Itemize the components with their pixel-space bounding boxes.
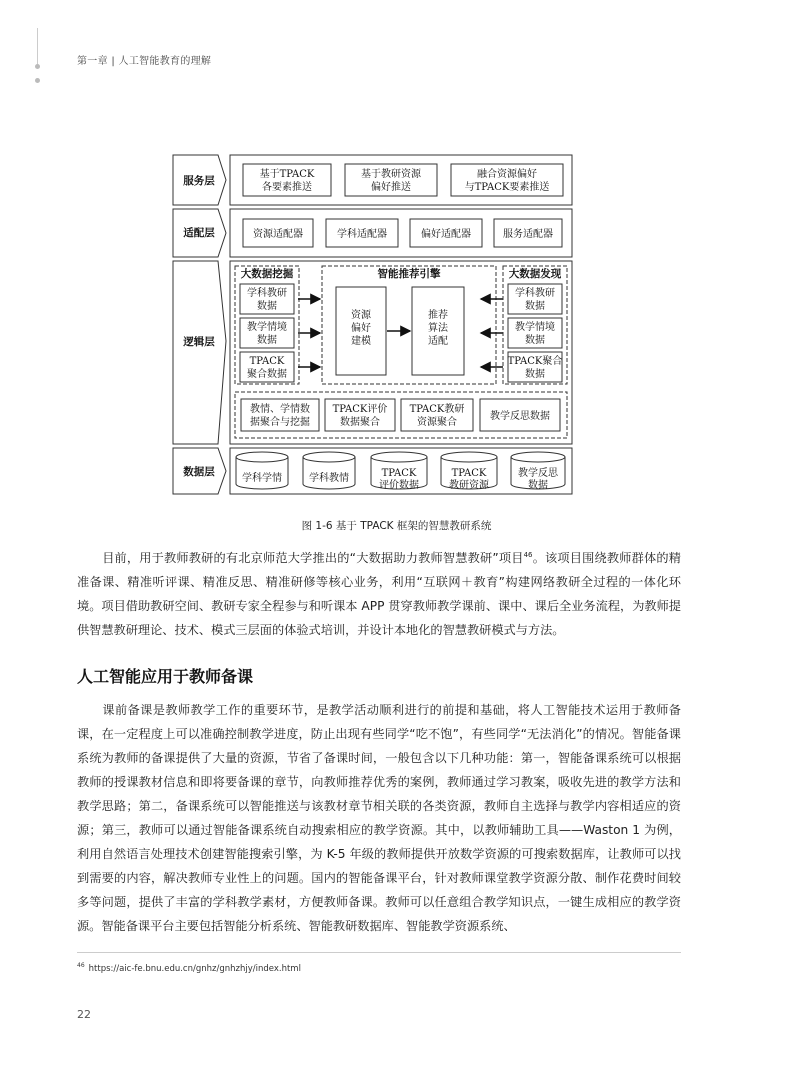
svg-text:教研资源: 教研资源: [449, 480, 489, 491]
mining-item: [240, 318, 294, 348]
svg-text:适配: 适配: [428, 336, 448, 347]
footnote-url[interactable]: https://aic-fe.bnu.edu.cn/gnhz/gnhzhjy/index.html: [88, 963, 301, 974]
svg-text:数据: 数据: [257, 301, 277, 312]
svg-text:教学反思: 教学反思: [518, 468, 558, 479]
section-heading: 人工智能应用于教师备课: [77, 667, 254, 686]
svg-text:据聚合与挖掘: 据聚合与挖掘: [250, 417, 310, 428]
database-cylinder: [371, 452, 427, 491]
database-cylinder: [511, 452, 565, 491]
running-head: 第一章 | 人工智能教育的理解: [77, 56, 212, 67]
svg-text:偏好推送: 偏好推送: [371, 182, 411, 193]
figure-caption: 图 1-6 基于 TPACK 框架的智慧教研系统: [301, 520, 492, 532]
svg-text:学科教情: 学科教情: [309, 473, 349, 484]
svg-text:与TPACK要素推送: 与TPACK要素推送: [464, 182, 550, 193]
svg-text:教学情境: 教学情境: [515, 322, 555, 333]
svg-text:教学情境: 教学情境: [247, 322, 287, 333]
layer-tab-logic: [173, 261, 226, 444]
svg-text:TPACK: TPACK: [249, 356, 285, 367]
adapter-item: [326, 219, 398, 247]
adapter-item: [243, 219, 313, 247]
svg-text:学科教研: 学科教研: [247, 288, 287, 299]
layer-label-data: 数据层: [183, 466, 215, 478]
mining-title: 大数据挖掘: [240, 268, 294, 280]
svg-text:基于教研资源: 基于教研资源: [361, 169, 421, 180]
svg-text:数据: 数据: [525, 301, 545, 312]
svg-text:TPACK评价: TPACK评价: [332, 404, 388, 415]
mining-item: [240, 284, 294, 314]
svg-text:数据聚合: 数据聚合: [340, 417, 380, 428]
svg-text:TPACK: TPACK: [451, 468, 487, 479]
mining-item: [240, 352, 294, 382]
paragraph-2: [77, 698, 681, 938]
svg-text:评价数据: 评价数据: [379, 480, 419, 491]
svg-text:学科学情: 学科学情: [242, 473, 282, 484]
service-item: [243, 164, 331, 196]
engine-title: 智能推荐引擎: [377, 268, 441, 280]
svg-text:TPACK聚合: TPACK聚合: [507, 356, 563, 367]
svg-text:融合资源偏好: 融合资源偏好: [477, 169, 537, 180]
svg-text:聚合数据: 聚合数据: [247, 369, 287, 380]
svg-text:偏好适配器: 偏好适配器: [421, 229, 471, 240]
svg-text:数据: 数据: [525, 369, 545, 380]
svg-text:数据: 数据: [528, 480, 548, 491]
aggregation-item: [401, 399, 473, 431]
page-number: 22: [77, 1008, 91, 1021]
footnote-mark: 46: [77, 962, 85, 969]
discovery-item: [508, 284, 562, 314]
footnote: [77, 962, 301, 974]
svg-text:各要素推送: 各要素推送: [262, 182, 312, 193]
svg-text:服务适配器: 服务适配器: [503, 229, 553, 240]
paragraph-1-text-b: 。该项目围绕教师群体的精准备课、精准听评课、精准反思、精准研修等核心业务，利用“互联网＋教育”构建网络教研全过程的一体化环境。项目借助教研空间、教研专家全程参与和听课本 APP 贯穿教师教学课前、课中、课后全业务流程，为教师提供智慧教研理论、技术、模式三层面的体验式培训，并设计本地化的智慧教研模式与方法。: [77, 551, 681, 637]
layer-label-service: 服务层: [183, 175, 215, 187]
discovery-item: [508, 352, 563, 382]
aggregation-item: [480, 399, 560, 431]
paragraph-2-text: 课前备课是教师教学工作的重要环节，是教学活动顺利进行的前提和基础，将人工智能技术运用于教师备课，在一定程度上可以准确控制教学进度，防止出现有些同学“吃不饱”，有些同学“无法消化”的情况。智能备课系统为教师的备课提供了大量的资源，节省了备课时间，一般包含以下几种功能：第一，智能备课系统可以根据教师的授课教材信息和即将要备课的章节，向教师推荐优秀的案例，教师通过学习教案，吸收先进的教学方法和教学思路；第二，备课系统可以智能推送与该教材章节相关联的各类资源，教师自主选择与教学内容相适应的资源；第三，教师可以通过智能备课系统自动搜索相应的教学资源。其中，以教师辅助工具——Waston 1 为例，利用自然语言处理技术创建智能搜索引擎，为 K-5 年级的教师提供开放数学资源的可搜索数据库，让教师可以找到需要的内容，解决教师专业性上的问题。国内的智能备课平台，针对教师课堂教学资源分散、制作花费时间较多等问题，提供了丰富的学科教学素材，方便教师备课。教师可以任意组合教学知识点，一键生成相应的教学资源。智能备课平台主要包括智能分析系统、智能教研数据库、智能教学资源系统、: [77, 703, 681, 933]
svg-text:TPACK: TPACK: [381, 468, 417, 479]
database-cylinder: [236, 452, 288, 489]
paragraph-1-text-a: 目前，用于教师教研的有北京师范大学推出的“大数据助力教师智慧教研”项目: [102, 551, 524, 565]
layer-label-logic: 逻辑层: [183, 336, 215, 348]
service-item: [345, 164, 437, 196]
engine-module: [336, 287, 386, 375]
aggregation-item: [241, 399, 319, 431]
service-item: [451, 164, 563, 196]
footnote-rule: [77, 952, 681, 953]
adapter-item: [410, 219, 482, 247]
svg-text:学科适配器: 学科适配器: [337, 229, 387, 240]
engine-module: [412, 287, 464, 375]
database-cylinder: [303, 452, 355, 489]
discovery-title: 大数据发现: [508, 268, 562, 280]
svg-text:数据: 数据: [257, 335, 277, 346]
svg-text:偏好: 偏好: [351, 323, 371, 334]
svg-text:教情、学情数: 教情、学情数: [250, 404, 310, 415]
figure-tpack-system: [0, 0, 793, 520]
aggregation-item: [325, 399, 395, 431]
svg-text:数据: 数据: [525, 335, 545, 346]
svg-text:教学反思数据: 教学反思数据: [490, 411, 550, 422]
svg-text:基于TPACK: 基于TPACK: [259, 169, 315, 180]
svg-text:资源: 资源: [351, 310, 371, 321]
svg-text:资源适配器: 资源适配器: [253, 229, 303, 240]
footnote-ref: 46: [523, 550, 533, 559]
diagram-svg: [0, 0, 793, 520]
svg-text:建模: 建模: [351, 336, 371, 347]
svg-text:TPACK教研: TPACK教研: [409, 404, 465, 415]
adapter-item: [494, 219, 562, 247]
paragraph-1: [77, 546, 681, 642]
svg-text:推荐: 推荐: [428, 310, 448, 321]
svg-text:学科教研: 学科教研: [515, 288, 555, 299]
database-cylinder: [441, 452, 497, 491]
svg-text:算法: 算法: [428, 323, 448, 334]
layer-label-adapter: 适配层: [183, 227, 215, 239]
discovery-item: [508, 318, 562, 348]
svg-text:资源聚合: 资源聚合: [417, 417, 457, 428]
